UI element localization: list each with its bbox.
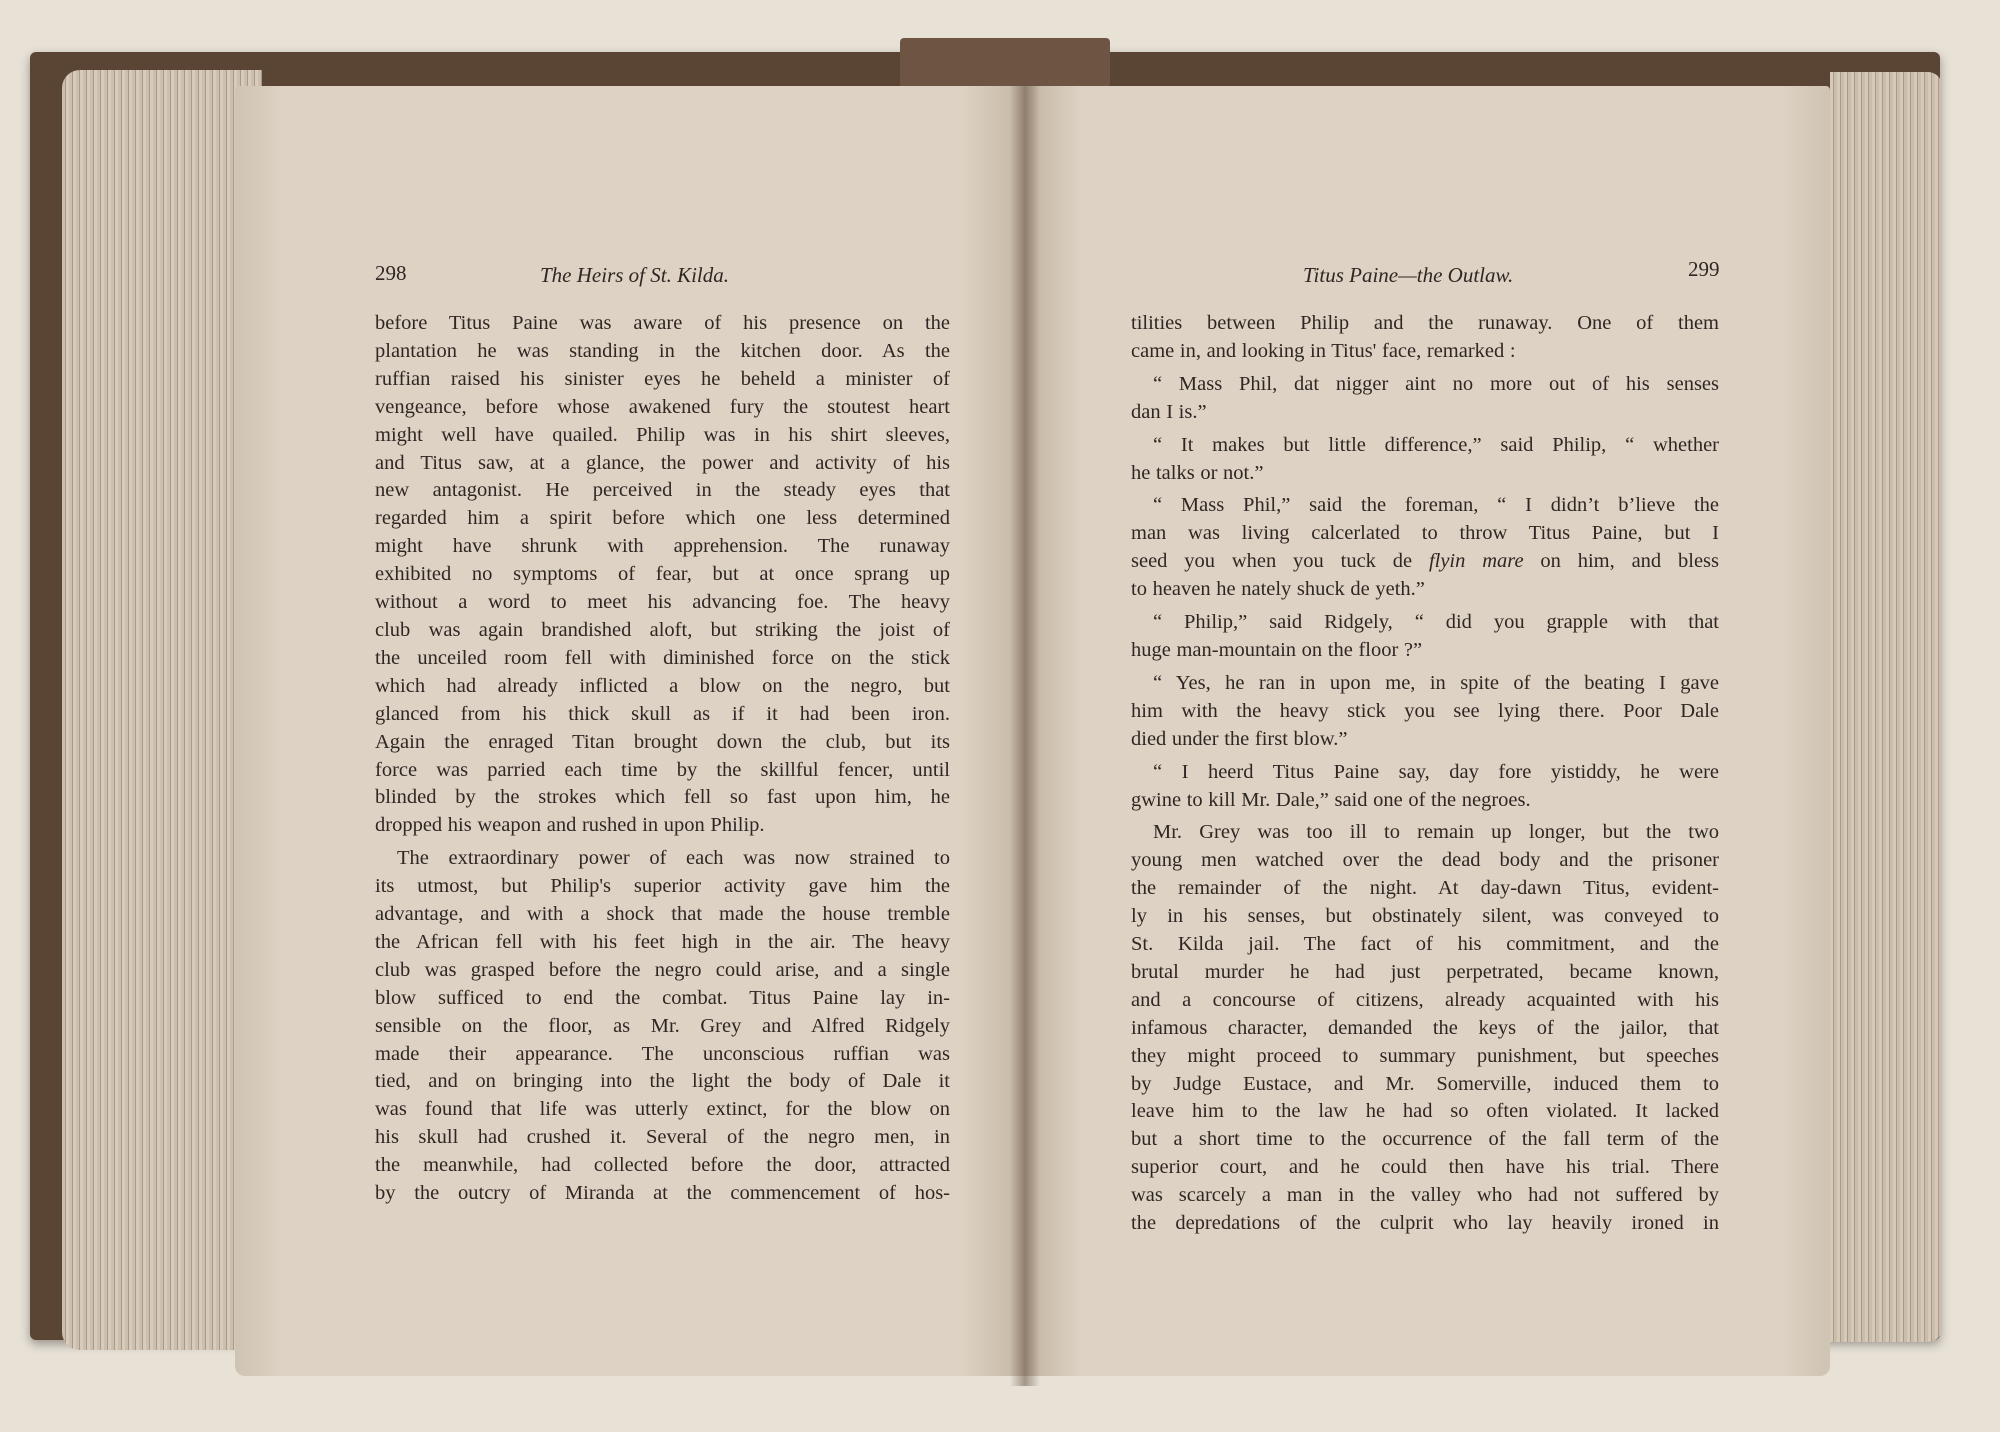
book-spine xyxy=(900,38,1110,88)
text-line: St. Kilda jail. The fact of his commitment, and the xyxy=(1131,933,1719,956)
italic-phrase: flyin mare xyxy=(1428,550,1524,573)
text-line: blow sufficed to end the combat. Titus Paine lay in- xyxy=(375,986,950,1009)
text-line: made their appearance. The unconscious ruffian was xyxy=(375,1042,950,1065)
text-line: by Judge Eustace, and Mr. Somerville, induced them to xyxy=(1131,1072,1719,1095)
text-line: died under the first blow.” xyxy=(1131,727,1348,750)
text-line: “ I heerd Titus Paine say, day fore yistiddy, he were xyxy=(1153,760,1719,783)
running-title: The Heirs of St. Kilda. xyxy=(540,263,730,287)
text-line: the African fell with his feet high in the air. The heavy xyxy=(375,930,950,953)
text-line: brutal murder he had just perpetrated, became known, xyxy=(1131,960,1719,983)
text-line: “ It makes but little difference,” said Philip, “ whether xyxy=(1153,433,1719,456)
text-line: plantation he was standing in the kitchen door. As the xyxy=(375,339,950,362)
text-line: but a short time to the occurrence of the fall term of the xyxy=(1131,1128,1719,1151)
text-line: young men watched over the dead body and the prisoner xyxy=(1131,849,1719,872)
text-line: by the outcry of Miranda at the commencement of hos- xyxy=(375,1182,950,1205)
text-line: new antagonist. He perceived in the steady eyes that xyxy=(375,479,950,502)
text-line: force was parried each time by the skillful fencer, until xyxy=(375,758,950,781)
text-line: came in, and looking in Titus' face, remarked : xyxy=(1131,339,1516,362)
text-line-part: seed you when you tuck de xyxy=(1131,550,1429,573)
book-gutter xyxy=(1010,86,1040,1386)
text-line: ruffian raised his sinister eyes he beheld a minister of xyxy=(375,367,950,390)
text-line: club was grasped before the negro could arise, and a single xyxy=(375,958,950,981)
text-line: man was living calcerlated to throw Titus Paine, but I xyxy=(1131,522,1719,545)
text-line: club was again brandished aloft, but striking the joist of xyxy=(375,618,950,641)
text-line: infamous character, demanded the keys of the jailor, that xyxy=(1131,1016,1719,1039)
text-line: superior court, and he could then have his trial. There xyxy=(1131,1156,1719,1179)
text-line: “ Mass Phil,” said the foreman, “ I didn’t b’lieve the xyxy=(1153,494,1719,517)
text-line: he talks or not.” xyxy=(1131,461,1264,484)
text-line xyxy=(1131,548,1719,576)
text-line: tilities between Philip and the runaway. One of them xyxy=(1131,312,1719,334)
text-line: without a word to meet his advancing foe. The heavy xyxy=(375,591,950,614)
text-line: leave him to the law he had so often violated. It lacked xyxy=(1131,1100,1719,1123)
page-edges-left xyxy=(62,70,262,1350)
page-edges-right xyxy=(1830,72,1942,1342)
text-line: they might proceed to summary punishment, but speeches xyxy=(1131,1044,1719,1067)
text-line: vengeance, before whose awakened fury the stoutest heart xyxy=(375,395,950,418)
text-line: tied, and on bringing into the light the body of Dale it xyxy=(375,1070,950,1093)
text-line: gwine to kill Mr. Dale,” said one of the negroes. xyxy=(1131,788,1531,811)
text-line: regarded him a spirit before which one less determined xyxy=(375,507,950,530)
text-line: blinded by the strokes which fell so fast upon him, he xyxy=(375,786,950,809)
page-number: 299 xyxy=(1688,257,1720,281)
text-line: his skull had crushed it. Several of the negro men, in xyxy=(375,1126,950,1149)
text-line: him with the heavy stick you see lying there. Poor Dale xyxy=(1131,699,1719,722)
text-line: The extraordinary power of each was now strained to xyxy=(397,847,950,870)
text-line: “ Yes, he ran in upon me, in spite of the beating I gave xyxy=(1153,671,1719,694)
text-line: the unceiled room fell with diminished force on the stick xyxy=(375,646,950,669)
text-line: sensible on the floor, as Mr. Grey and Alfred Ridgely xyxy=(375,1014,950,1037)
text-line-part: on him, and bless xyxy=(1523,550,1719,573)
text-line: advantage, and with a shock that made the house tremble xyxy=(375,903,950,926)
text-line: dan I is.” xyxy=(1131,400,1207,423)
text-line: and Titus saw, at a glance, the power and activity of his xyxy=(375,451,950,474)
page-number: 298 xyxy=(375,261,407,285)
left-page-header xyxy=(375,261,935,293)
text-line: might have shrunk with apprehension. The runaway xyxy=(375,535,950,558)
text-line: was found that life was utterly extinct, for the blow on xyxy=(375,1098,950,1121)
text-line: to heaven he nately shuck de yeth.” xyxy=(1131,578,1425,601)
text-line: Mr. Grey was too ill to remain up longer, but the two xyxy=(1153,821,1719,844)
text-line: before Titus Paine was aware of his presence on the xyxy=(375,312,950,334)
left-page-body xyxy=(375,310,950,1208)
text-line: Again the enraged Titan brought down the club, but its xyxy=(375,730,950,753)
running-title: Titus Paine—the Outlaw. xyxy=(1303,263,1514,287)
text-line: dropped his weapon and rushed in upon Philip. xyxy=(375,814,765,837)
text-line: “ Philip,” said Ridgely, “ did you grapple with that xyxy=(1153,611,1719,634)
left-page xyxy=(235,86,1025,1376)
text-line: glanced from his thick skull as if it had been iron. xyxy=(375,702,950,725)
text-line: the remainder of the night. At day-dawn Titus, evident- xyxy=(1131,877,1719,900)
right-page-header xyxy=(1125,257,1725,293)
text-line: the depredations of the culprit who lay heavily ironed in xyxy=(1131,1212,1719,1235)
right-page xyxy=(1025,86,1830,1376)
text-line: exhibited no symptoms of fear, but at once sprang up xyxy=(375,563,950,586)
text-line: which had already inflicted a blow on the negro, but xyxy=(375,674,950,697)
text-line: huge man-mountain on the floor ?” xyxy=(1131,638,1423,661)
text-line: “ Mass Phil, dat nigger aint no more out of his senses xyxy=(1153,372,1719,395)
text-line: its utmost, but Philip's superior activity gave him the xyxy=(375,875,950,898)
text-line: the meanwhile, had collected before the door, attracted xyxy=(375,1154,950,1177)
right-page-body xyxy=(1131,310,1719,1238)
text-line: ly in his senses, but obstinately silent, was conveyed to xyxy=(1131,905,1719,928)
text-line: and a concourse of citizens, already acquainted with his xyxy=(1131,988,1719,1011)
text-line: was scarcely a man in the valley who had not suffered by xyxy=(1131,1184,1719,1207)
text-line: might well have quailed. Philip was in his shirt sleeves, xyxy=(375,423,950,446)
